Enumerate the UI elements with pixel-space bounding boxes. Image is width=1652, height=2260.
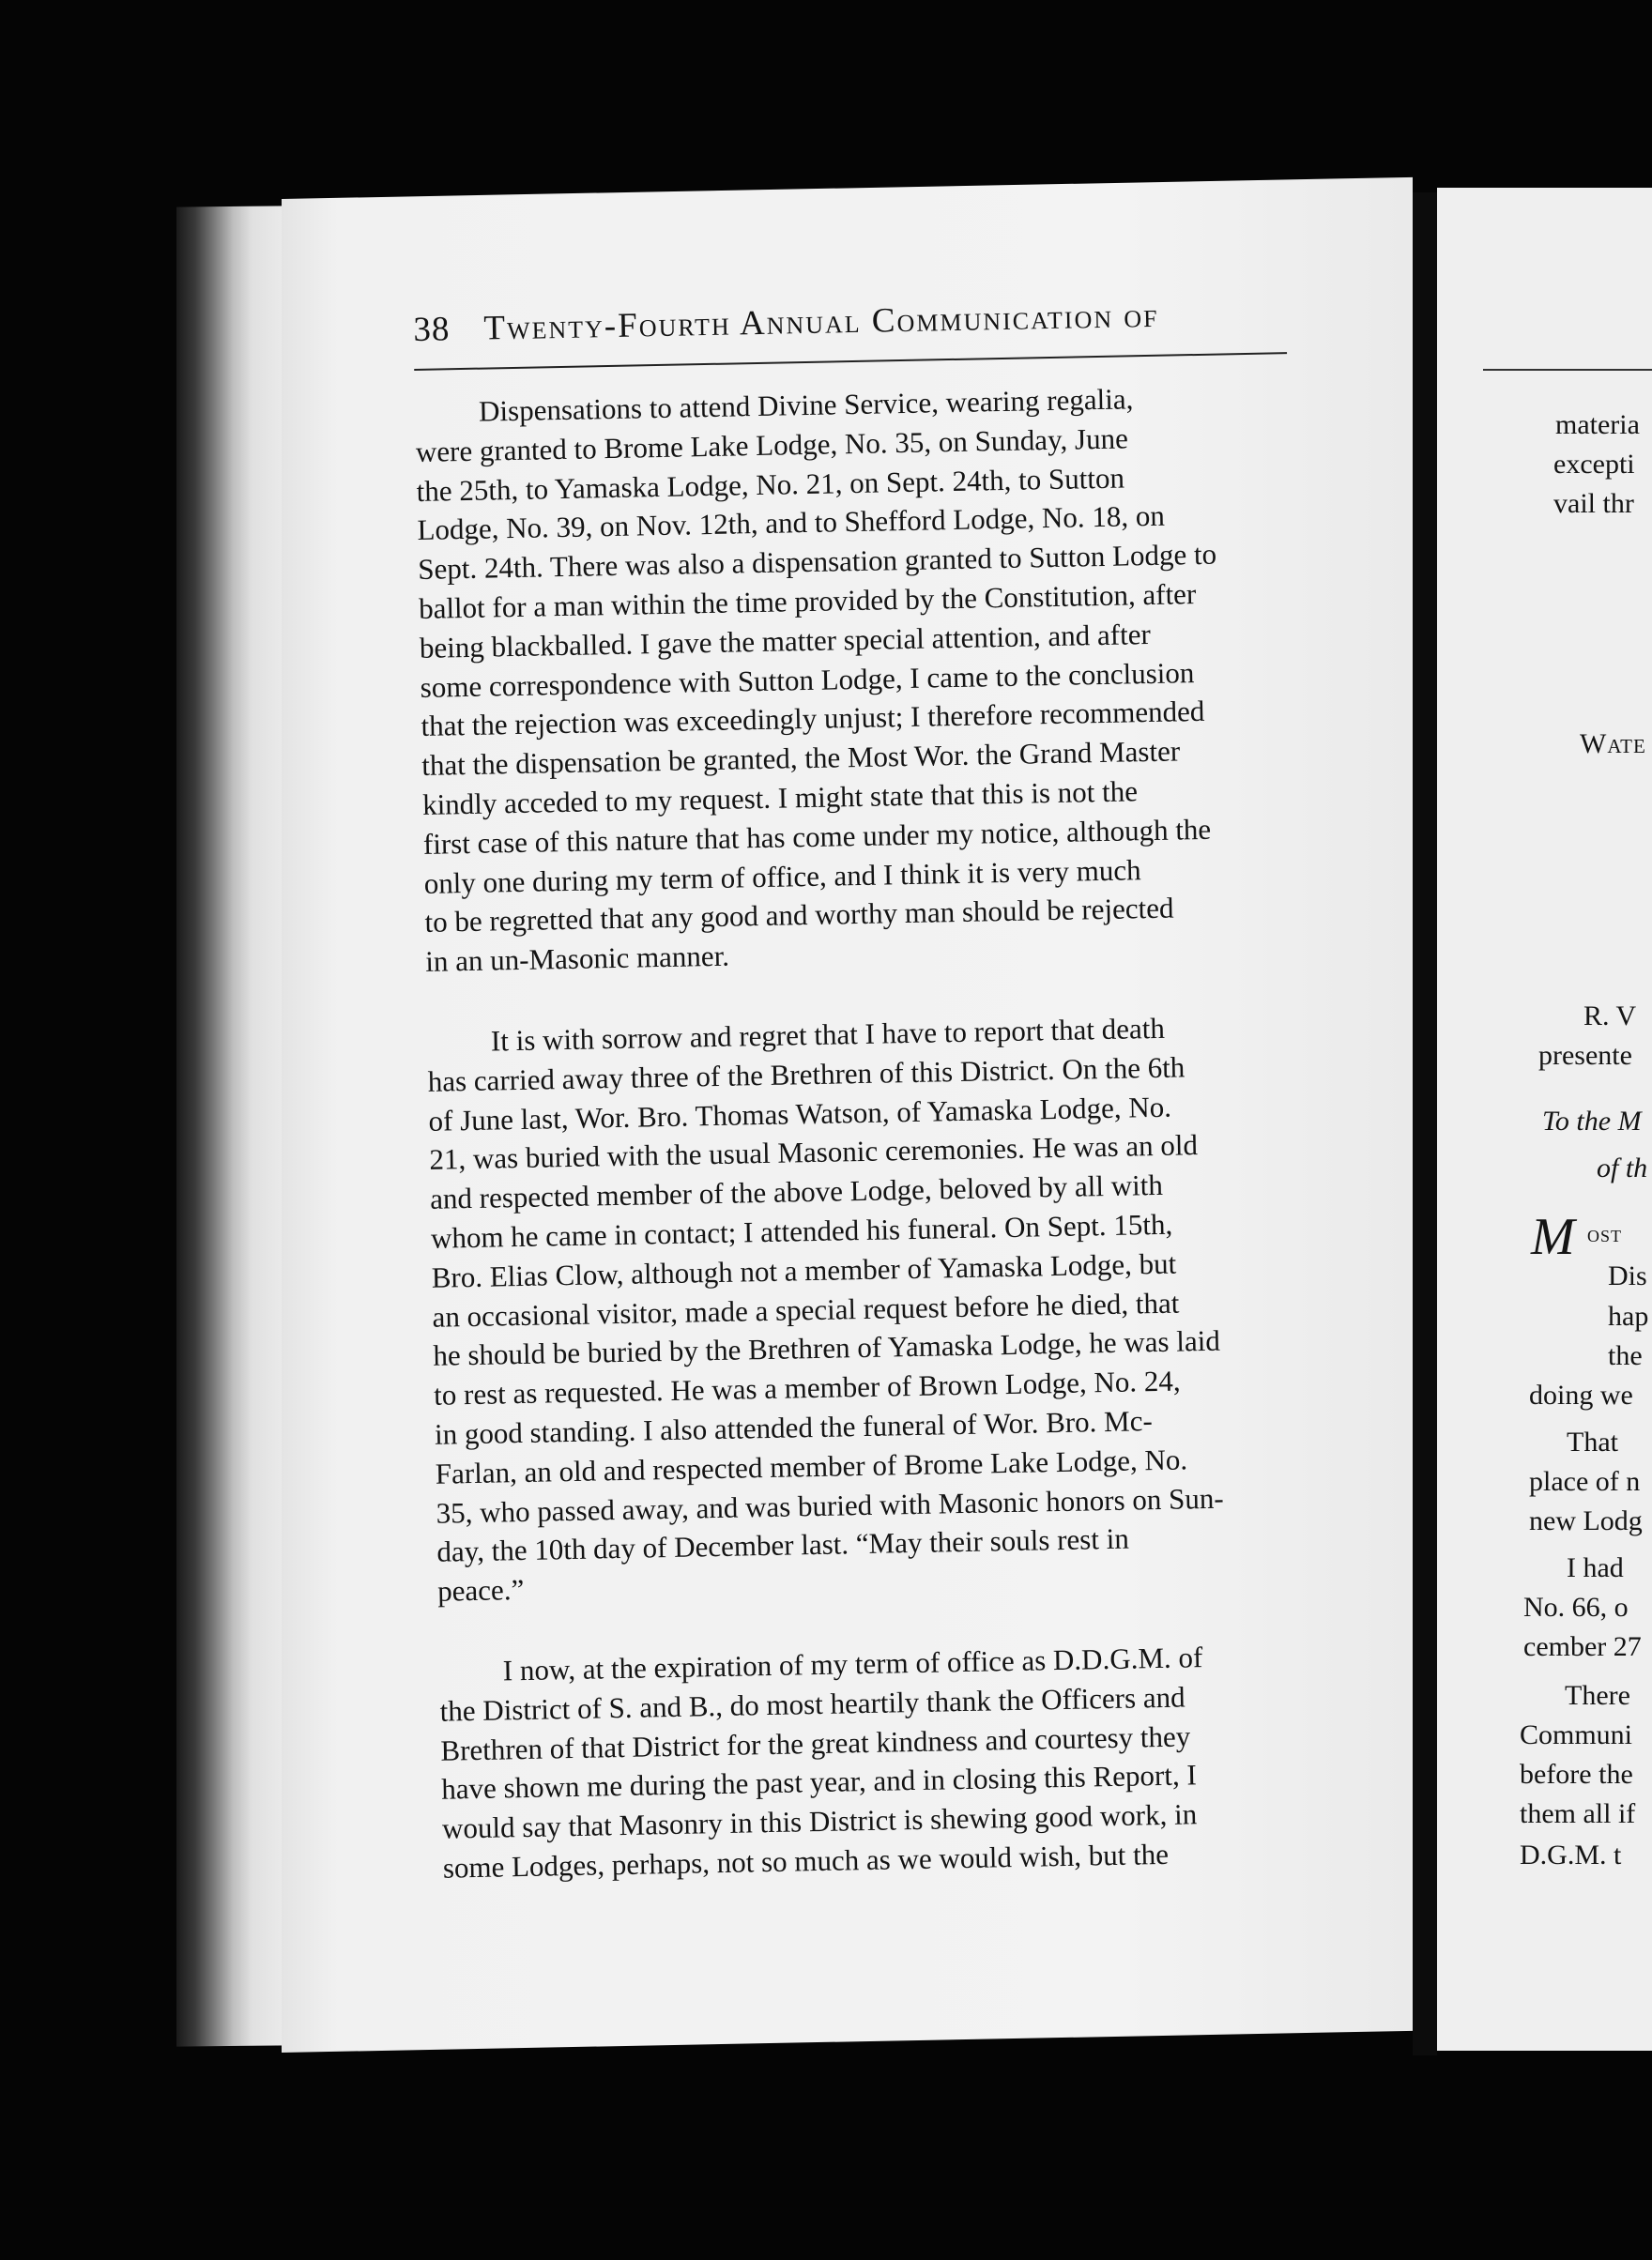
- right-salutation: of th: [1597, 1153, 1648, 1183]
- right-line: presente: [1538, 1040, 1632, 1071]
- paragraph-closing: I now, at the expiration of my term of office as D.D.G.M. of the District of S. and B., do most heartily thank the Officers and Brethren of that District for the great kindness and courtesy they have shown me during the past year, and in closing this Report, I would say that Masonry in this District is shewing good work, in some Lodges, perhaps, not so much as we would wish, but the: [439, 1641, 1203, 1885]
- right-heading: Wate: [1580, 728, 1646, 759]
- paragraph-deaths: It is with sorrow and regret that I have to report that death has carried away three of the Brethren of this District. On the 6th of June last, Wor. Bro. Thomas Watson, of Yamaska Lodge, No. 21, was buried with the usual Masonic ceremonies. He was an old and respected member of the above Lodge, beloved by all with whom he came in contact; I attended his funeral. On Sept. 15th, Bro. Elias Clow, although not a member of Yamaska Lodge, but an occasional visitor, made a special request before he died, that he should be buried by the Brethren of Yamaska Lodge, he was laid to rest as requested. He was a member of Brown Lodge, No. 24, in good standing. I also attended the funeral of Wor. Bro. Mc- Farlan, an old and respected member of Brome Lake Lodge, No. 35, who passed away, and was buried with Masonic honors on Sun- day, the 10th day of December last. “May their souls rest in peace.”: [427, 1011, 1224, 1608]
- page-number: 38: [413, 310, 451, 349]
- right-line: cember 27: [1523, 1631, 1642, 1662]
- paragraph-dispensations: Dispensations to attend Divine Service, wearing regalia, were granted to Brome Lake Lodge, No. 35, on Sunday, June the 25th, to Yamaska Lodge, No. 21, on Sept. 24th, to Sutton Lodge, No. 39, on Nov. 12th, and to Shefford Lodge, No. 18, on Sept. 24th. There was also a dispensation granted to Sutton Lodge to ballot for a man within the time provided by the Constitution, after being blackballed. I gave the matter special attention, and after some correspondence with Sutton Lodge, I came to the conclusion that the rejection was exceedingly unjust; I therefore recommended that the dispensation be granted, the Most Wor. the Grand Master kindly acceded to my request. I might state that this is not the first case of this nature that has come under my notice, although the only one during my term of office, and I think it is very much to be regretted that any good and worthy man should be rejected in an un-Masonic manner.: [415, 382, 1217, 979]
- right-line: ost: [1587, 1220, 1623, 1247]
- right-line: hap: [1608, 1301, 1649, 1332]
- right-line: before the: [1520, 1759, 1633, 1790]
- running-head: Twenty-Fourth Annual Communication of: [483, 296, 1159, 348]
- right-line: the: [1608, 1340, 1643, 1371]
- right-line: There: [1565, 1680, 1630, 1711]
- right-salutation: To the M: [1542, 1106, 1642, 1137]
- right-line: That: [1567, 1427, 1618, 1458]
- right-line: Dis: [1608, 1260, 1647, 1291]
- right-line: doing we: [1529, 1380, 1633, 1411]
- right-page-content: [1437, 0, 1652, 2260]
- right-line: R. V: [1583, 1000, 1637, 1031]
- body-text: [415, 375, 1372, 1887]
- right-line: No. 66, o: [1523, 1592, 1629, 1623]
- right-line: new Lodg: [1529, 1505, 1643, 1536]
- right-line: I had: [1567, 1552, 1624, 1583]
- book-binding-edge: [176, 206, 289, 2046]
- right-line: materia: [1555, 409, 1640, 440]
- book-gutter: [1413, 192, 1437, 2055]
- right-line: excepti: [1553, 449, 1635, 480]
- drop-cap: M: [1531, 1208, 1575, 1266]
- right-line: vail thr: [1553, 488, 1634, 519]
- right-line: Communi: [1520, 1719, 1633, 1750]
- right-line: D.G.M. t: [1520, 1840, 1622, 1871]
- right-line: them all if: [1520, 1798, 1636, 1829]
- right-line: place of n: [1529, 1466, 1641, 1497]
- header-rule: [414, 352, 1287, 371]
- left-page-content: [413, 292, 1373, 1929]
